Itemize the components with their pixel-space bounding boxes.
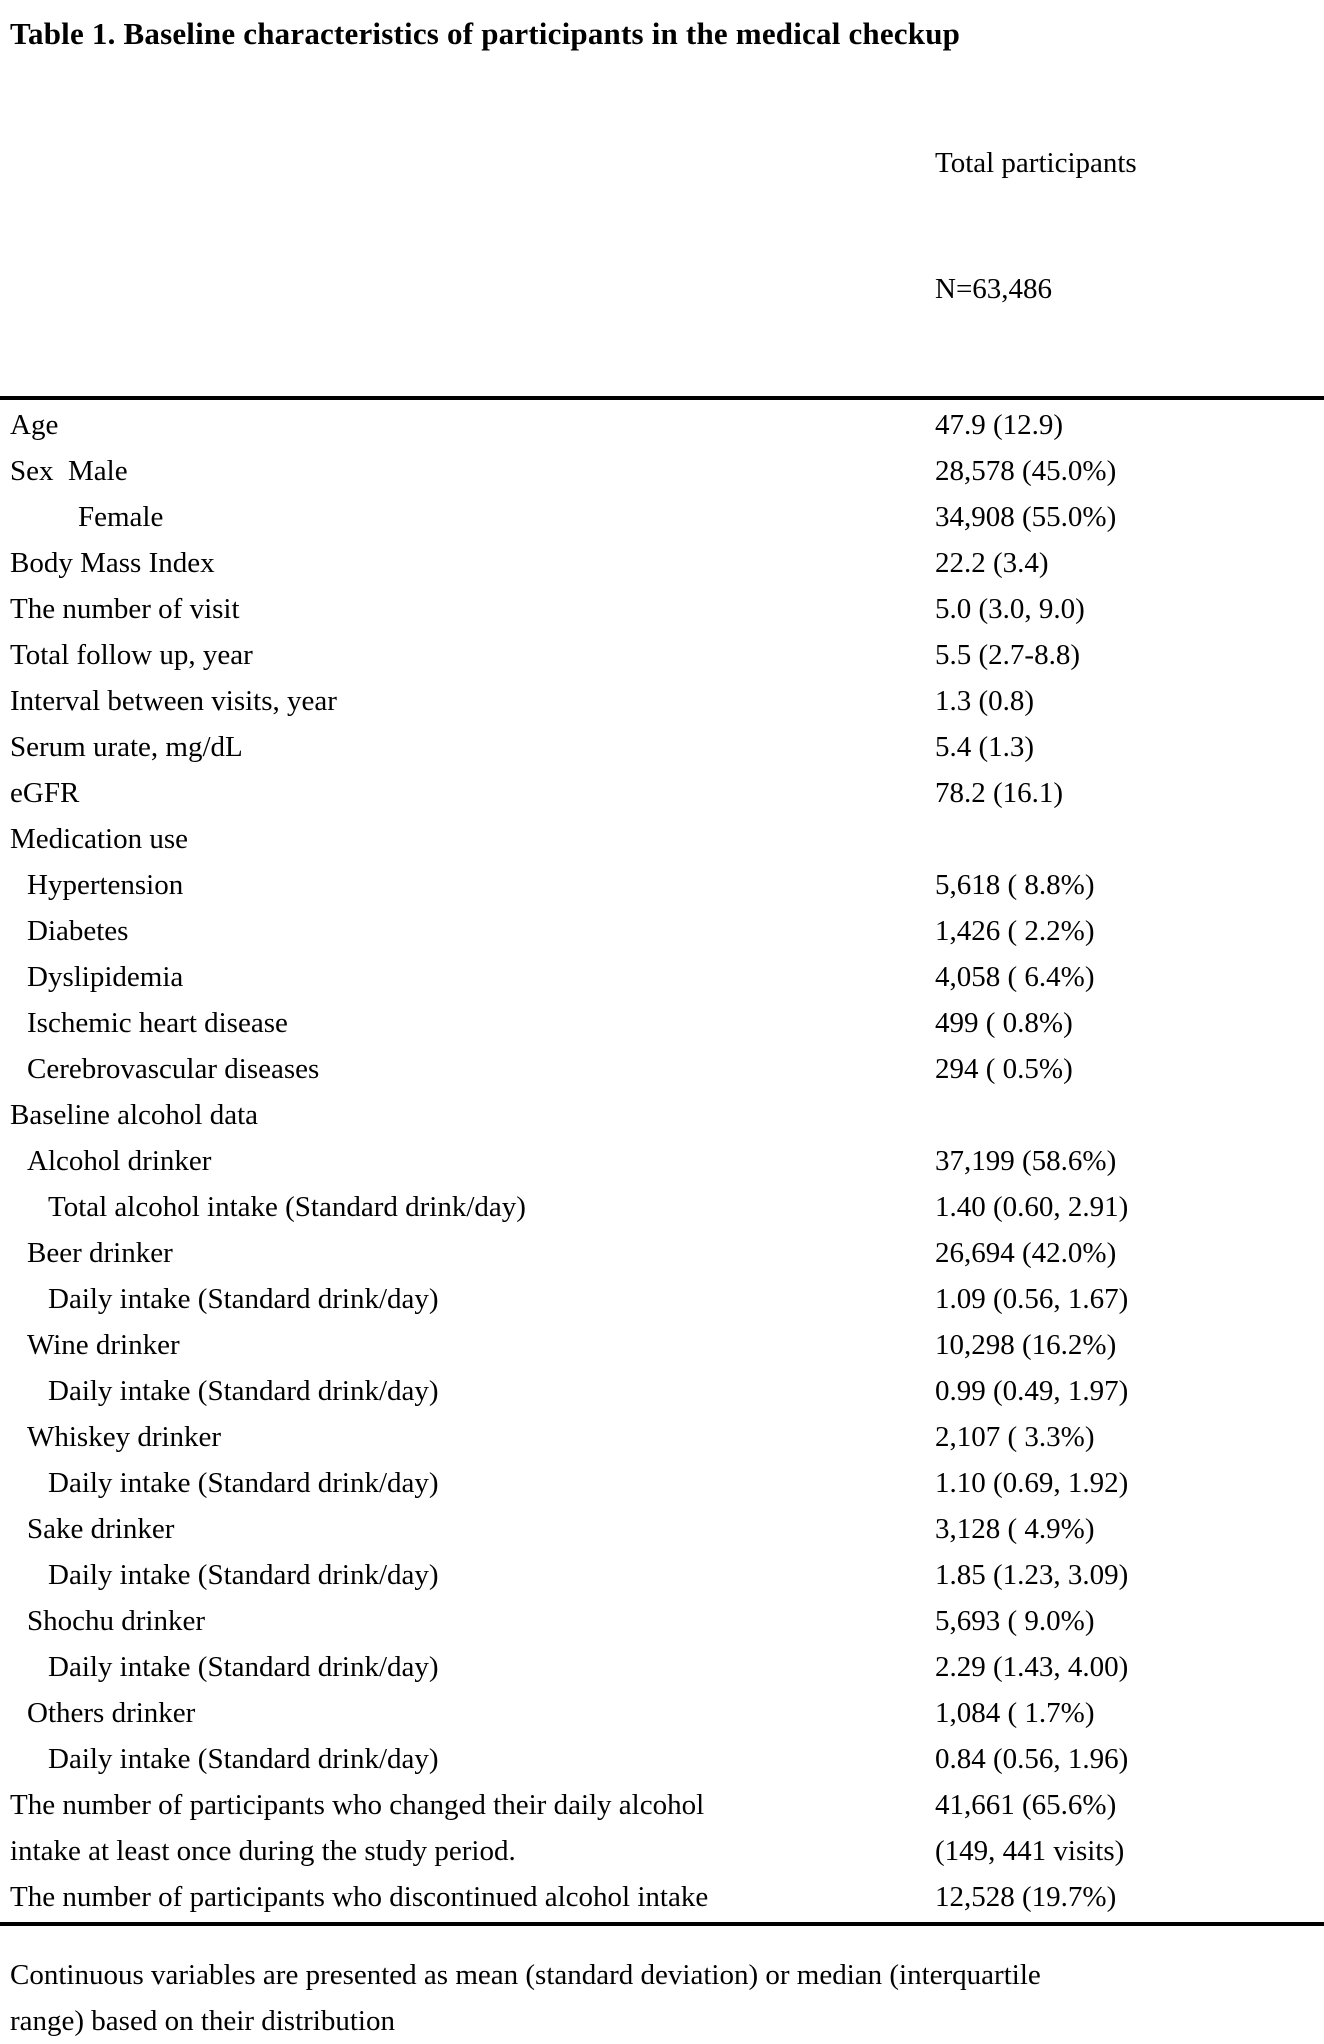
row-value xyxy=(935,1230,1116,1276)
table-row xyxy=(0,1230,1324,1276)
row-line: Sake drinker xyxy=(27,1513,175,1545)
table-row xyxy=(0,402,1324,448)
table-row xyxy=(0,1506,1324,1552)
column-header-line2: N=63,486 xyxy=(935,273,1053,305)
row-line: Ischemic heart disease xyxy=(27,1007,288,1039)
row-value xyxy=(935,1598,1094,1644)
row-line: 26,694 (42.0%) xyxy=(935,1237,1117,1269)
row-value xyxy=(935,1644,1128,1690)
table-row xyxy=(0,1736,1324,1782)
row-line: Body Mass Index xyxy=(10,547,215,579)
row-value xyxy=(935,1322,1116,1368)
row-line: 2,107 ( 3.3%) xyxy=(935,1421,1095,1453)
row-line: range) based on their distribution xyxy=(10,2005,395,2037)
table-row xyxy=(0,494,1324,540)
row-value xyxy=(935,1046,1073,1092)
row-line: 294 ( 0.5%) xyxy=(935,1053,1073,1085)
row-line: Diabetes xyxy=(27,915,129,947)
column-header-line1: Total participants xyxy=(935,147,1137,179)
row-line: 5.4 (1.3) xyxy=(935,731,1035,763)
table-body xyxy=(0,400,1324,1920)
row-label xyxy=(0,402,935,448)
row-line: 0.84 (0.56, 1.96) xyxy=(935,1743,1129,1775)
row-label xyxy=(0,1736,935,1782)
row-line: Sex Male xyxy=(10,455,128,487)
row-label xyxy=(0,724,935,770)
row-value xyxy=(935,448,1116,494)
table-row xyxy=(0,724,1324,770)
table-row xyxy=(0,816,1324,862)
row-line: Shochu drinker xyxy=(27,1605,205,1637)
row-label xyxy=(0,1598,935,1644)
row-label xyxy=(0,1322,935,1368)
row-label xyxy=(0,1552,935,1598)
table-row xyxy=(0,586,1324,632)
row-label xyxy=(0,540,935,586)
row-value xyxy=(935,770,1063,816)
row-value xyxy=(935,1690,1094,1736)
table-row xyxy=(0,1368,1324,1414)
table-row xyxy=(0,1092,1324,1138)
row-value xyxy=(935,1000,1073,1046)
row-line: 22.2 (3.4) xyxy=(935,547,1049,579)
table-row xyxy=(0,1874,1324,1920)
table-row xyxy=(0,862,1324,908)
row-line: 28,578 (45.0%) xyxy=(935,455,1117,487)
row-line: Baseline alcohol data xyxy=(10,1099,259,1131)
table-row xyxy=(0,1322,1324,1368)
row-label xyxy=(0,632,935,678)
row-line: 5.5 (2.7-8.8) xyxy=(935,639,1080,671)
row-value xyxy=(935,1184,1128,1230)
table-row xyxy=(0,1598,1324,1644)
row-line: 1.85 (1.23, 3.09) xyxy=(935,1559,1129,1591)
row-line: 1,426 ( 2.2%) xyxy=(935,915,1095,947)
row-value xyxy=(935,954,1094,1000)
row-label xyxy=(0,1874,935,1920)
table-row xyxy=(0,540,1324,586)
table-title: Table 1. Baseline characteristics of participants in the medical checkup xyxy=(10,16,961,51)
row-label xyxy=(0,1138,935,1184)
table-row xyxy=(0,770,1324,816)
row-label xyxy=(0,1506,935,1552)
row-value xyxy=(935,724,1034,770)
row-value xyxy=(935,1506,1094,1552)
row-line: Daily intake (Standard drink/day) xyxy=(48,1375,439,1407)
row-line: 1.10 (0.69, 1.92) xyxy=(935,1467,1129,1499)
table-row xyxy=(0,1000,1324,1046)
row-line: Hypertension xyxy=(27,869,184,901)
row-line: Female xyxy=(78,501,164,533)
row-value xyxy=(935,1368,1128,1414)
row-value xyxy=(935,632,1080,678)
row-label xyxy=(0,1184,935,1230)
row-line: Interval between visits, year xyxy=(10,685,337,717)
row-line: 78.2 (16.1) xyxy=(935,777,1064,809)
row-value xyxy=(935,1782,1124,1874)
row-line: eGFR xyxy=(10,777,80,809)
row-value xyxy=(935,1736,1128,1782)
row-value xyxy=(935,1414,1094,1460)
row-value xyxy=(935,908,1094,954)
row-label xyxy=(0,1092,935,1138)
row-value xyxy=(935,1552,1128,1598)
row-line: (149, 441 visits) xyxy=(935,1835,1125,1867)
table-row xyxy=(0,1690,1324,1736)
row-label xyxy=(0,1000,935,1046)
row-label xyxy=(0,954,935,1000)
row-line: 10,298 (16.2%) xyxy=(935,1329,1117,1361)
row-line: The number of visit xyxy=(10,593,240,625)
row-line: 1,084 ( 1.7%) xyxy=(935,1697,1095,1729)
row-line: Continuous variables are presented as mean (standard deviation) or median (interquartile xyxy=(10,1959,1041,1991)
table-row xyxy=(0,1276,1324,1322)
table-row xyxy=(0,1046,1324,1092)
row-line: 3,128 ( 4.9%) xyxy=(935,1513,1095,1545)
column-header xyxy=(0,58,1324,394)
row-value xyxy=(935,1138,1116,1184)
row-label xyxy=(0,1046,935,1092)
table-row xyxy=(0,954,1324,1000)
row-line: Cerebrovascular diseases xyxy=(27,1053,320,1085)
row-value xyxy=(935,540,1049,586)
table-row xyxy=(0,448,1324,494)
row-line: 37,199 (58.6%) xyxy=(935,1145,1117,1177)
table-row xyxy=(0,1460,1324,1506)
row-line: Dyslipidemia xyxy=(27,961,184,993)
row-value xyxy=(935,1874,1116,1920)
row-line: 1.09 (0.56, 1.67) xyxy=(935,1283,1129,1315)
baseline-characteristics-table xyxy=(0,58,1324,1926)
table-footnote xyxy=(0,1952,1324,2044)
row-line: 0.99 (0.49, 1.97) xyxy=(935,1375,1129,1407)
row-label xyxy=(0,1782,935,1874)
row-label xyxy=(0,862,935,908)
row-value xyxy=(935,1276,1128,1322)
row-label xyxy=(0,1460,935,1506)
row-label xyxy=(0,1414,935,1460)
row-label xyxy=(0,494,935,540)
row-line: 4,058 ( 6.4%) xyxy=(935,961,1095,993)
row-label xyxy=(0,1368,935,1414)
table-row xyxy=(0,1184,1324,1230)
row-line: Total alcohol intake (Standard drink/day) xyxy=(48,1191,526,1223)
row-label xyxy=(0,448,935,494)
row-value xyxy=(935,862,1094,908)
row-line: Daily intake (Standard drink/day) xyxy=(48,1467,439,1499)
table-row xyxy=(0,1138,1324,1184)
row-label xyxy=(0,1690,935,1736)
row-line: 5,618 ( 8.8%) xyxy=(935,869,1095,901)
row-line: intake at least once during the study period. xyxy=(10,1835,516,1867)
row-label xyxy=(0,586,935,632)
row-line: 5.0 (3.0, 9.0) xyxy=(935,593,1085,625)
table-row xyxy=(0,1782,1324,1874)
row-line: 5,693 ( 9.0%) xyxy=(935,1605,1095,1637)
row-label xyxy=(0,908,935,954)
row-line: Total follow up, year xyxy=(10,639,253,671)
row-line: The number of participants who discontinued alcohol intake xyxy=(10,1881,709,1913)
row-label xyxy=(0,1230,935,1276)
row-line: 41,661 (65.6%) xyxy=(935,1789,1117,1821)
row-label xyxy=(0,1276,935,1322)
row-value xyxy=(935,586,1085,632)
table-row xyxy=(0,678,1324,724)
row-line: Wine drinker xyxy=(27,1329,180,1361)
row-line: 1.3 (0.8) xyxy=(935,685,1035,717)
row-label xyxy=(0,678,935,724)
row-value xyxy=(935,1460,1128,1506)
row-label xyxy=(0,770,935,816)
row-line: Beer drinker xyxy=(27,1237,173,1269)
row-line: Serum urate, mg/dL xyxy=(10,731,243,763)
row-line: Others drinker xyxy=(27,1697,196,1729)
row-line: Medication use xyxy=(10,823,188,855)
row-line: Alcohol drinker xyxy=(27,1145,212,1177)
row-label xyxy=(0,816,935,862)
row-value xyxy=(935,678,1034,724)
row-value xyxy=(935,402,1063,448)
row-line: Age xyxy=(10,409,59,441)
row-value xyxy=(935,494,1116,540)
row-line: Daily intake (Standard drink/day) xyxy=(48,1743,439,1775)
table-row xyxy=(0,1552,1324,1598)
row-line: 2.29 (1.43, 4.00) xyxy=(935,1651,1129,1683)
table-row xyxy=(0,908,1324,954)
row-line: 12,528 (19.7%) xyxy=(935,1881,1117,1913)
row-line: Daily intake (Standard drink/day) xyxy=(48,1651,439,1683)
table-row xyxy=(0,1644,1324,1690)
table-row xyxy=(0,632,1324,678)
row-label xyxy=(0,1644,935,1690)
row-line: The number of participants who changed their daily alcohol xyxy=(10,1789,705,1821)
row-line: 34,908 (55.0%) xyxy=(935,501,1117,533)
row-line: Daily intake (Standard drink/day) xyxy=(48,1283,439,1315)
row-line: Daily intake (Standard drink/day) xyxy=(48,1559,439,1591)
row-line: Whiskey drinker xyxy=(27,1421,222,1453)
bottom-rule xyxy=(0,1922,1324,1926)
row-line: 1.40 (0.60, 2.91) xyxy=(935,1191,1129,1223)
row-line: 499 ( 0.8%) xyxy=(935,1007,1073,1039)
table-row xyxy=(0,1414,1324,1460)
row-line: 47.9 (12.9) xyxy=(935,409,1064,441)
